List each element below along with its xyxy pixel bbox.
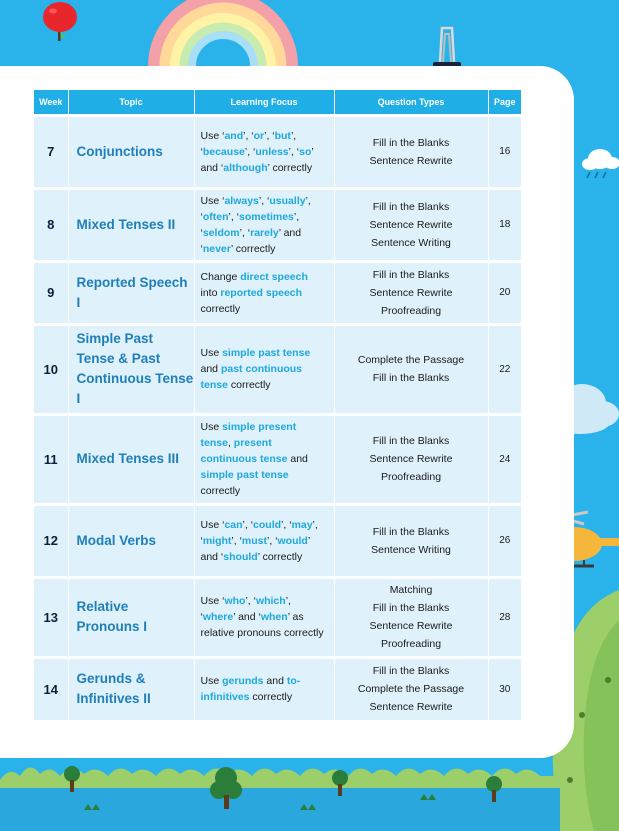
learning-focus: [194, 414, 334, 504]
focus-text: Change: [200, 270, 241, 283]
highlighted-term: often: [202, 210, 229, 223]
table-row: [34, 657, 521, 720]
focus-text: and: [200, 363, 221, 375]
question-type: Sentence Rewrite: [369, 620, 453, 632]
page-number: 24: [488, 414, 521, 504]
focus-text: ’ correctly: [230, 242, 276, 255]
focus-text: ’, ‘: [264, 129, 275, 142]
table-row: [34, 577, 521, 657]
week-number: 14: [34, 657, 68, 720]
question-type: Sentence Rewrite: [369, 218, 453, 231]
question-types: [334, 504, 488, 577]
highlighted-term: although: [223, 161, 268, 174]
highlighted-term: but: [274, 129, 291, 142]
highlighted-term: usually: [269, 194, 306, 207]
question-types: [334, 657, 488, 720]
focus-text: ,: [227, 437, 234, 449]
question-type: Proofreading: [380, 304, 442, 317]
focus-text: ’, ‘: [267, 534, 278, 547]
highlighted-term: rarely: [250, 226, 279, 239]
focus-text: ’, ‘: [200, 518, 318, 547]
highlighted-term: so: [299, 145, 312, 158]
question-type: Proofreading: [380, 471, 442, 483]
topic: Mixed Tenses III: [68, 414, 194, 504]
table-header-row: [34, 90, 521, 115]
table-row: [34, 504, 521, 577]
week-number: 8: [34, 188, 68, 261]
question-type: Proofreading: [380, 638, 442, 650]
header-week: Week: [34, 90, 68, 115]
question-types: [334, 188, 488, 261]
focus-text: Use: [200, 347, 223, 359]
learning-focus: [194, 577, 334, 657]
week-number: 7: [34, 115, 68, 188]
highlighted-term: always: [224, 194, 259, 207]
header-learning-focus: Learning Focus: [194, 90, 334, 115]
focus-text: ’, ‘: [200, 129, 297, 158]
focus-text: ’, ‘: [288, 145, 300, 158]
focus-text: ’, ‘: [242, 518, 254, 531]
table-row: [34, 324, 521, 414]
highlighted-term: simple past tense: [200, 469, 289, 481]
focus-text: and: [287, 453, 308, 465]
highlighted-term: would: [277, 534, 308, 547]
table-row: [34, 188, 521, 261]
schedule-table: [34, 90, 521, 720]
question-types: [334, 414, 488, 504]
focus-text: ’, ‘: [281, 518, 292, 531]
learning-focus: [194, 261, 334, 324]
header-topic: Topic: [68, 90, 194, 115]
focus-text: Use: [200, 675, 223, 688]
focus-text: ’, ‘: [228, 210, 240, 223]
highlighted-term: who: [224, 595, 246, 607]
highlighted-term: past continuous tense: [200, 363, 303, 391]
highlighted-term: when: [260, 611, 288, 623]
highlighted-term: or: [253, 129, 265, 142]
highlighted-term: present continuous tense: [200, 437, 288, 465]
rainbow-icon: [148, 0, 298, 66]
question-types: [334, 115, 488, 188]
week-number: 10: [34, 324, 68, 414]
focus-text: ’ and ‘: [200, 145, 314, 174]
apple-icon: [40, 2, 80, 44]
question-type: Sentence Rewrite: [369, 701, 453, 714]
focus-text: ’, ‘: [200, 210, 300, 239]
question-type: Fill in the Blanks: [372, 136, 450, 149]
highlighted-term: could: [253, 518, 282, 531]
page-number: 30: [488, 657, 521, 720]
page-number: 26: [488, 504, 521, 577]
topic: Mixed Tenses II: [68, 188, 194, 261]
focus-text: ’ and ‘: [200, 226, 302, 255]
highlighted-term: which: [255, 595, 286, 607]
page-number: 16: [488, 115, 521, 188]
question-type: Complete the Passage: [357, 354, 465, 366]
focus-text: correctly: [227, 379, 271, 391]
learning-focus: [194, 657, 334, 720]
highlighted-term: gerunds: [222, 675, 264, 688]
focus-text: correctly: [200, 485, 241, 497]
question-type: Fill in the Blanks: [372, 200, 450, 213]
question-type: Fill in the Blanks: [372, 372, 450, 384]
topic: Simple Past Tense & Past Continuous Tense I: [68, 324, 194, 414]
highlighted-term: may: [291, 518, 313, 531]
focus-text: ’, ‘: [239, 226, 251, 239]
question-type: Sentence Writing: [371, 543, 451, 556]
highlighted-term: reported speech: [220, 286, 303, 299]
focus-text: ’ and ‘: [200, 534, 310, 563]
focus-text: into: [200, 286, 221, 299]
focus-text: ’, ‘: [244, 145, 256, 158]
focus-text: ’ as relative pronouns correctly: [200, 611, 324, 639]
question-type: Fill in the Blanks: [372, 268, 450, 281]
focus-text: ’, ‘: [231, 534, 242, 547]
highlighted-term: might: [202, 534, 232, 547]
page-number: 20: [488, 261, 521, 324]
focus-text: ’, ‘: [200, 194, 311, 223]
topic: Gerunds & Infinitives II: [68, 657, 194, 720]
table-row: [34, 414, 521, 504]
focus-text: Use ‘: [200, 129, 225, 142]
focus-text: ’, ‘: [243, 129, 254, 142]
focus-text: Use ‘: [200, 595, 225, 607]
learning-focus: [194, 324, 334, 414]
highlighted-term: to-infinitives: [200, 675, 301, 704]
focus-text: ’, ‘: [245, 595, 256, 607]
question-type: Sentence Rewrite: [369, 154, 453, 167]
page-number: 28: [488, 577, 521, 657]
week-number: 13: [34, 577, 68, 657]
learning-focus: [194, 504, 334, 577]
focus-text: correctly: [249, 691, 293, 704]
highlighted-term: where: [202, 611, 234, 623]
topic: Relative Pronouns I: [68, 577, 194, 657]
highlighted-term: can: [224, 518, 243, 531]
week-number: 9: [34, 261, 68, 324]
question-type: Fill in the Blanks: [372, 665, 450, 678]
question-type: Fill in the Blanks: [372, 525, 450, 538]
page-number: 22: [488, 324, 521, 414]
focus-text: ’, ‘: [200, 595, 291, 623]
header-page: Page: [488, 90, 521, 115]
question-type: Fill in the Blanks: [372, 435, 450, 447]
highlighted-term: must: [241, 534, 268, 547]
learning-focus: [194, 115, 334, 188]
table-row: [34, 115, 521, 188]
focus-text: Use: [200, 421, 223, 433]
question-types: [334, 324, 488, 414]
highlighted-term: because: [202, 145, 245, 158]
learning-focus: [194, 188, 334, 261]
focus-text: ’ and ‘: [233, 611, 261, 623]
question-type: Matching: [389, 584, 433, 596]
focus-text: ’ correctly: [257, 550, 303, 563]
focus-text: ’, ‘: [258, 194, 270, 207]
highlighted-term: seldom: [202, 226, 240, 239]
header-question-types: Question Types: [334, 90, 488, 115]
highlighted-term: should: [223, 550, 258, 563]
focus-text: Use ‘: [200, 518, 225, 531]
question-type: Fill in the Blanks: [372, 602, 450, 614]
topic: Reported Speech I: [68, 261, 194, 324]
week-number: 12: [34, 504, 68, 577]
highlighted-term: never: [202, 242, 231, 255]
cloud-icon: [582, 145, 619, 179]
topic: Conjunctions: [68, 115, 194, 188]
question-types: [334, 261, 488, 324]
highlighted-term: and: [224, 129, 244, 142]
question-type: Sentence Rewrite: [369, 453, 453, 465]
page-number: 18: [488, 188, 521, 261]
highlighted-term: sometimes: [239, 210, 294, 223]
topic: Modal Verbs: [68, 504, 194, 577]
highlighted-term: simple present tense: [200, 421, 297, 449]
focus-text: Use ‘: [200, 194, 225, 207]
question-type: Complete the Passage: [357, 683, 465, 696]
table-row: [34, 261, 521, 324]
highlighted-term: simple past tense: [222, 347, 311, 359]
highlighted-term: direct speech: [240, 270, 308, 283]
week-number: 11: [34, 414, 68, 504]
focus-text: ’ correctly: [267, 161, 313, 174]
highlighted-term: unless: [255, 145, 289, 158]
question-types: [334, 577, 488, 657]
focus-text: and: [263, 675, 287, 688]
question-type: Sentence Rewrite: [369, 286, 453, 299]
focus-text: correctly: [200, 302, 241, 315]
question-type: Sentence Writing: [371, 236, 451, 249]
